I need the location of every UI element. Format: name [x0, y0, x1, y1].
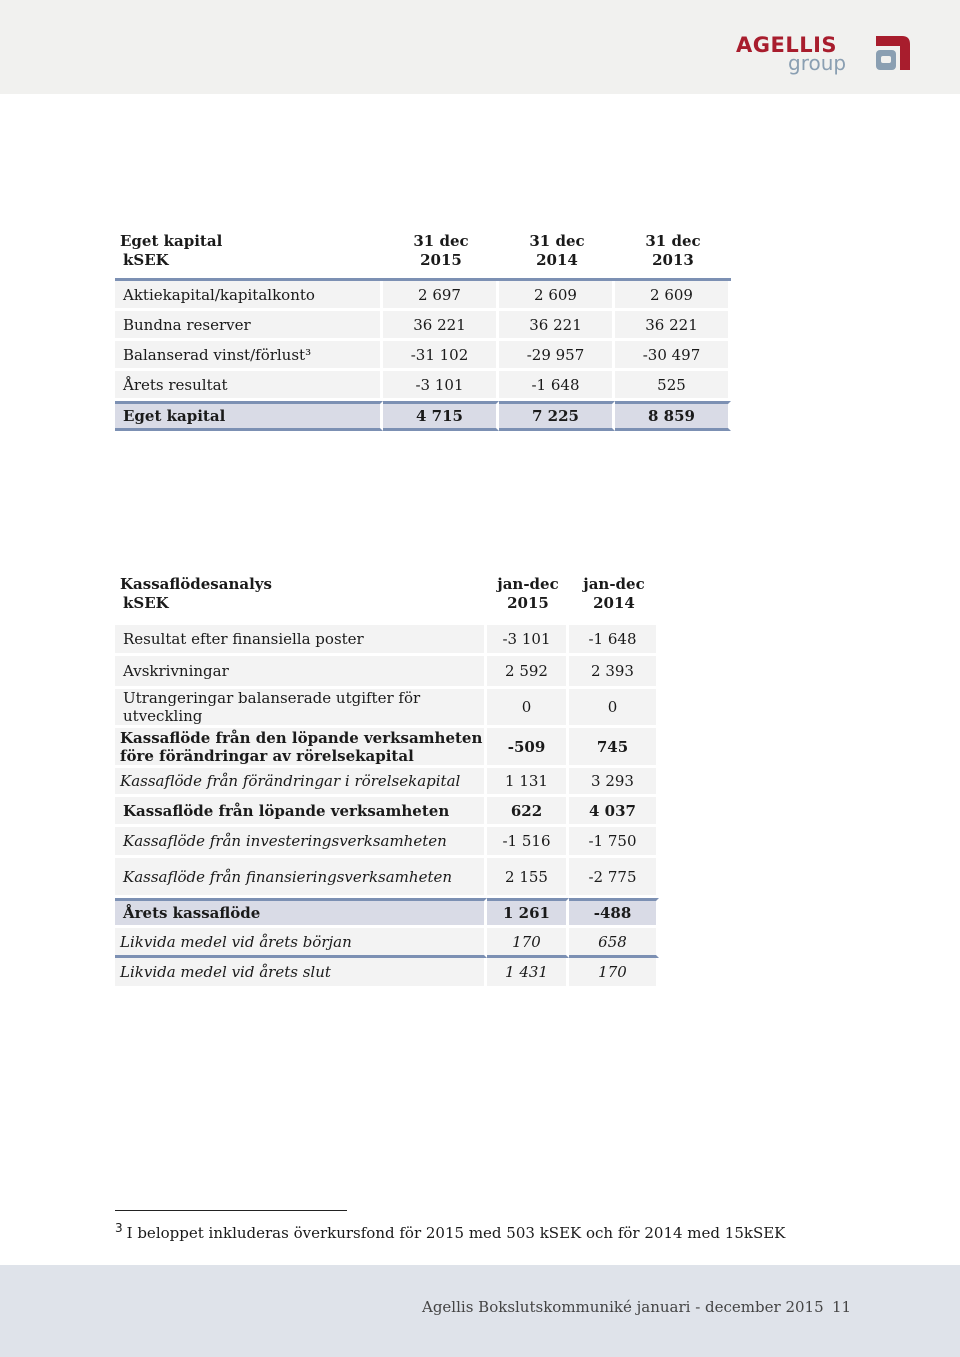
row-label: Resultat efter finansiella poster [115, 625, 487, 656]
footnote-text: I beloppet inkluderas överkursfond för 2015 med 503 kSEK och för 2014 med 15kSEK [126, 1224, 786, 1242]
row-label: Balanserad vinst/förlust³ [115, 341, 383, 371]
row-label: Aktiekapital/kapitalkonto [115, 281, 383, 311]
row-value: 2 155 [487, 858, 569, 898]
row-label: Likvida medel vid årets slut [115, 958, 487, 989]
row-value: -509 [487, 728, 569, 768]
row-value: -1 750 [569, 827, 659, 858]
equity-total-row [115, 401, 731, 431]
footnote-marker: 3 [115, 1221, 123, 1235]
row-label: Kassaflöde från finansieringsverksamheten [115, 858, 487, 898]
row-value: 4 037 [569, 797, 659, 827]
footnote [115, 1221, 785, 1242]
table-row [115, 281, 731, 311]
cashflow-unit: kSEK [123, 594, 169, 612]
table-row [115, 341, 731, 371]
table-row [115, 928, 659, 958]
row-value: -1 516 [487, 827, 569, 858]
row-value: 36 221 [615, 311, 731, 341]
logo-wordmark-bottom: group [788, 51, 847, 75]
row-label: Likvida medel vid årets början [115, 928, 487, 958]
cashflow-header-row [115, 575, 659, 625]
page-number: 11 [832, 1298, 852, 1316]
equity-unit: kSEK [123, 251, 169, 269]
table-row [115, 827, 659, 858]
row-value: -30 497 [615, 341, 731, 371]
row-value: 1 431 [487, 958, 569, 989]
row-value: -1 648 [499, 371, 615, 401]
row-value: -3 101 [487, 625, 569, 656]
row-value: 8 859 [615, 401, 731, 431]
row-value: 7 225 [499, 401, 615, 431]
row-value: -3 101 [383, 371, 499, 401]
row-value: -488 [569, 898, 659, 928]
row-value: 2 592 [487, 656, 569, 689]
row-value: 170 [569, 958, 659, 989]
table-row [115, 797, 659, 827]
row-value: 745 [569, 728, 659, 768]
table-row [115, 958, 659, 989]
row-value: 1 131 [487, 768, 569, 797]
row-value: 3 293 [569, 768, 659, 797]
row-value: 0 [569, 689, 659, 728]
row-value: 36 221 [499, 311, 615, 341]
table-row [115, 768, 659, 797]
logo-mark-icon [872, 32, 912, 72]
row-label: Kassaflöde från den löpande verksamheten före förändringar av rörelsekapital [115, 728, 487, 768]
row-value: 0 [487, 689, 569, 728]
row-value: 36 221 [383, 311, 499, 341]
cashflow-total-row [115, 898, 659, 928]
logo-wordmark-top: AGELLIS [736, 33, 838, 57]
row-value: 658 [569, 928, 659, 958]
table-row [115, 689, 659, 728]
row-value: 4 715 [383, 401, 499, 431]
row-label: Kassaflöde från löpande verksamheten [115, 797, 487, 827]
equity-col-header: 31 dec 2015 [383, 232, 499, 281]
equity-title-cell [115, 232, 383, 281]
footer-title: Agellis Bokslutskommuniké januari - december 2015 [422, 1298, 824, 1316]
row-label: Årets resultat [115, 371, 383, 401]
row-label: Eget kapital [115, 401, 383, 431]
table-row [115, 371, 731, 401]
cashflow-title: Kassaflödesanalys [120, 575, 272, 593]
equity-table [115, 232, 731, 431]
agellis-logo [736, 32, 916, 76]
row-value: 170 [487, 928, 569, 958]
footnote-divider [115, 1210, 347, 1211]
row-value: -31 102 [383, 341, 499, 371]
row-value: 2 697 [383, 281, 499, 311]
table-row [115, 656, 659, 689]
row-label: Utrangeringar balanserade utgifter för utveckling [115, 689, 487, 728]
row-label: Avskrivningar [115, 656, 487, 689]
row-value: 2 609 [499, 281, 615, 311]
cashflow-col-header: jan-dec 2014 [569, 575, 659, 625]
cashflow-table [115, 575, 659, 989]
equity-header-row [115, 232, 731, 281]
table-row [115, 858, 659, 898]
row-value: 622 [487, 797, 569, 827]
row-value: 525 [615, 371, 731, 401]
table-row [115, 625, 659, 656]
cashflow-title-cell [115, 575, 487, 625]
equity-col-header: 31 dec 2014 [499, 232, 615, 281]
row-value: 2 393 [569, 656, 659, 689]
row-label: Kassaflöde från investeringsverksamheten [115, 827, 487, 858]
equity-col-header: 31 dec 2013 [615, 232, 731, 281]
row-value: 1 261 [487, 898, 569, 928]
row-value: -1 648 [569, 625, 659, 656]
row-value: 2 609 [615, 281, 731, 311]
row-value: -29 957 [499, 341, 615, 371]
row-label: Årets kassaflöde [115, 898, 487, 928]
row-label: Kassaflöde från förändringar i rörelsekapital [115, 768, 487, 797]
table-row [115, 728, 659, 768]
cashflow-col-header: jan-dec 2015 [487, 575, 569, 625]
row-label: Bundna reserver [115, 311, 383, 341]
row-value: -2 775 [569, 858, 659, 898]
equity-title: Eget kapital [120, 232, 223, 250]
table-row [115, 311, 731, 341]
